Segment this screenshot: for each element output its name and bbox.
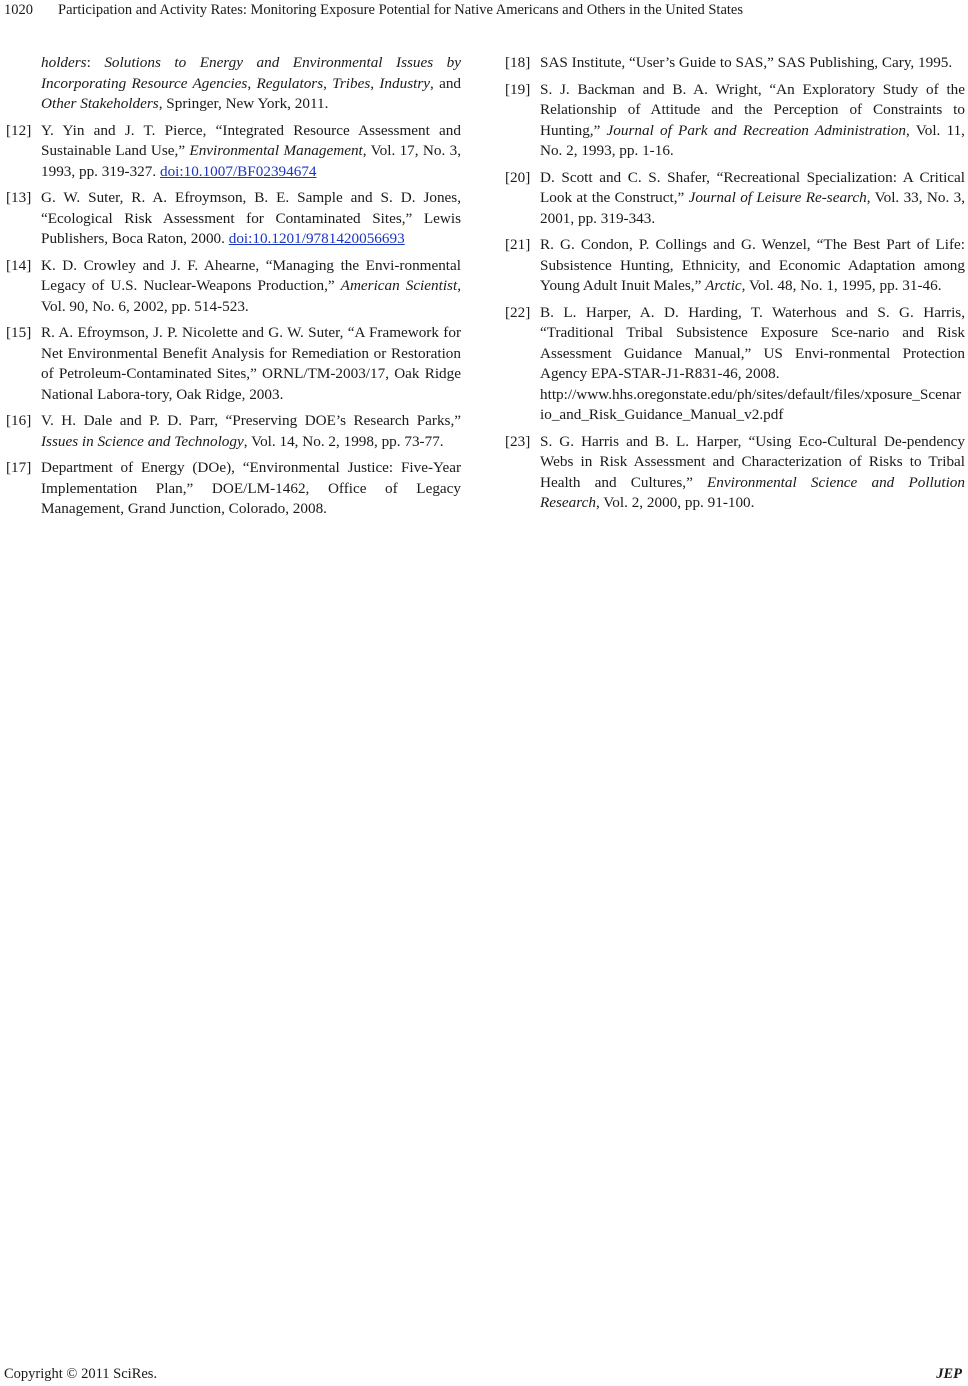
ref-text-italic: Solutions to Energy and Environmental Issues by Incorporating Resource Agencies — [41, 54, 461, 92]
ref-number: [17] — [6, 459, 32, 476]
ref-text: V. H. Dale and P. D. Parr, “Preserving DOE’s Research Parks,” — [41, 412, 461, 429]
ref-text: , Vol. 14, No. 2, 1998, pp. 73-77. — [243, 432, 444, 450]
ref-url[interactable]: http://www.hhs.oregonstate.edu/ph/sites/default/files/xposure_Scenario_and_Risk_Guidance_Manual_v2.pdf — [540, 385, 962, 423]
reference-14 — [6, 256, 461, 318]
ref-text: , and — [429, 74, 462, 92]
reference-23 — [505, 432, 965, 514]
ref-text: S. G. Harris and B. L. Harper, “Using Eco-Cultural De-pendency Webs in Risk Assessment and Characterization of Risks to Tribal Health and Cultures,” — [540, 432, 965, 491]
ref-text: , — [370, 74, 380, 92]
ref-text: , Vol. 17, No. 3, 1993, pp. 319-327. — [41, 142, 462, 180]
page-footer — [0, 1364, 968, 1386]
ref-text-italic: Tribes — [332, 74, 371, 92]
ref-text: Y. Yin and J. T. Pierce, “Integrated Resource Assessment and Sustainable Land Use,” — [41, 121, 461, 159]
ref-text: K. D. Crowley and J. F. Ahearne, “Managing the Envi-ronmental Legacy of U.S. Nuclear-Weapons Production,” — [41, 256, 461, 294]
reference-12 — [6, 121, 461, 183]
ref-text-italic: Industry — [379, 74, 430, 92]
reference-13 — [6, 188, 461, 250]
ref-text: SAS Institute, “User’s Guide to SAS,” SAS Publishing, Cary, 1995. — [540, 54, 953, 71]
reference-15 — [6, 323, 461, 405]
ref-number: [19] — [505, 80, 531, 98]
right-column — [505, 53, 965, 520]
reference-17 — [6, 458, 461, 520]
ref-text: , — [323, 74, 333, 92]
reference-21 — [505, 235, 965, 297]
ref-text: , — [247, 74, 257, 92]
ref-text: R. A. Efroymson, J. P. Nicolette and G. W. Suter, “A Framework for Net Environmental Benefit Analysis for Remediation or Restoration of Petroleum-Contaminated Sites,” ORNL/TM-2003/17, Oak Ridge National Labora-tory, Oak Ridge, 2003. — [41, 324, 461, 403]
doi-link[interactable]: doi:10.1201/9781420056693 — [228, 230, 405, 247]
ref-journal: Issues in Science and Technology — [41, 432, 244, 450]
ref-number: [18] — [505, 54, 531, 71]
running-title: Participation and Activity Rates: Monitoring Exposure Potential for Native Americans and Others in the United States — [58, 2, 743, 18]
page-header — [0, 0, 968, 24]
ref-text: , Vol. 48, No. 1, 1995, pp. 31-46. — [741, 277, 942, 294]
copyright-notice: Copyright © 2011 SciRes. — [4, 1366, 158, 1382]
reference-20 — [505, 168, 965, 230]
ref-text: , Vol. 90, No. 6, 2002, pp. 514-523. — [41, 277, 461, 315]
journal-abbreviation: JEP — [936, 1366, 962, 1382]
ref-text-italic: Other Stakeholders — [41, 95, 159, 112]
doi-link[interactable]: doi:10.1007/BF02394674 — [159, 162, 317, 180]
ref-text: , Vol. 11, No. 2, 1993, pp. 1-16. — [540, 121, 965, 159]
ref-number: [21] — [505, 236, 531, 253]
ref-journal: Arctic — [705, 277, 742, 294]
ref-number: [23] — [505, 432, 531, 450]
ref-text: B. L. Harper, A. D. Harding, T. Waterhous and S. G. Harris, “Traditional Tribal Subsistence Exposure Sce-nario and Risk Assessment Guidance Manual,” US Envi-ronmental Protection Agency EPA-STAR-J1-R831-46, 2008. — [540, 303, 965, 382]
page-number: 1020 — [4, 2, 33, 18]
ref-number: [20] — [505, 168, 531, 186]
ref-text: : — [86, 54, 105, 71]
ref-number: [13] — [6, 189, 32, 206]
ref-number: [14] — [6, 256, 32, 274]
ref-number: [22] — [505, 303, 531, 321]
ref-number: [16] — [6, 412, 32, 429]
ref-text: D. Scott and C. S. Shafer, “Recreational Specialization: A Critical Look at the Construct,” — [540, 168, 965, 206]
ref-number: [15] — [6, 324, 32, 341]
reference-19 — [505, 80, 965, 162]
ref-journal: Journal of Leisure Re-search — [688, 189, 867, 206]
ref-journal: American Scientist — [340, 277, 458, 294]
reference-18 — [505, 53, 965, 74]
reference-22 — [505, 303, 965, 426]
ref-text-italic: Regulators — [256, 74, 324, 92]
ref-text-italic: holders — [41, 54, 87, 71]
ref-journal: Environmental Management — [189, 142, 363, 159]
ref-text: R. G. Condon, P. Collings and G. Wenzel, “The Best Part of Life: Subsistence Hunting, Ethnicity, and Economic Adaptation among Young Adult Inuit Males,” — [540, 236, 965, 294]
left-column — [6, 53, 461, 526]
reference-continuation — [6, 53, 461, 115]
ref-text: , Springer, New York, 2011. — [158, 95, 329, 112]
ref-journal: Environmental Science and Pollution Research — [540, 473, 965, 511]
ref-text: G. W. Suter, R. A. Efroymson, B. E. Sample and S. D. Jones, “Ecological Risk Assessment for Contaminated Sites,” Lewis Publishers, Boca Raton, 2000. — [41, 189, 461, 247]
ref-text: Department of Energy (DOe), “Environmental Justice: Five-Year Implementation Plan,” DOE/LM-1462, Office of Legacy Management, Grand Junction, Colorado, 2008. — [41, 459, 461, 517]
ref-text: S. J. Backman and B. A. Wright, “An Exploratory Study of the Relationship of Attitude and the Perception of Constraints to Hunting,” — [540, 80, 965, 139]
ref-text: , Vol. 2, 2000, pp. 91-100. — [595, 494, 755, 511]
ref-text: , Vol. 33, No. 3, 2001, pp. 319-343. — [540, 189, 966, 227]
reference-16 — [6, 411, 461, 452]
ref-journal: Journal of Park and Recreation Administration — [606, 121, 906, 139]
ref-number: [12] — [6, 121, 32, 139]
